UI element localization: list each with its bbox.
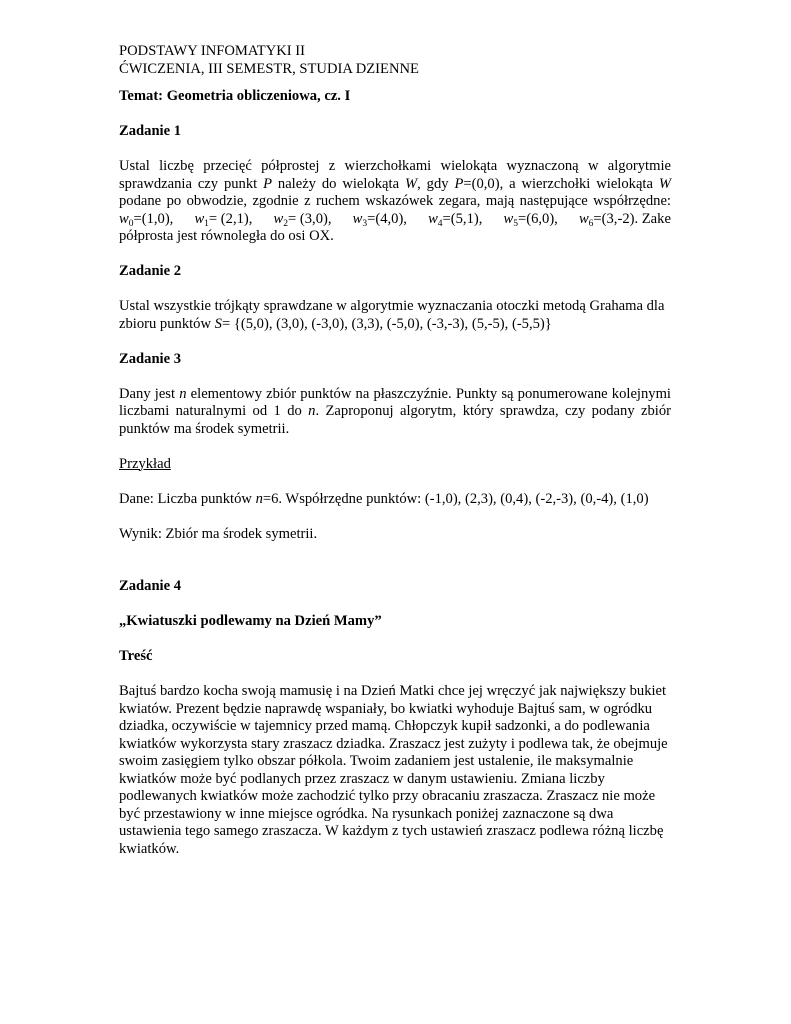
task1-line-1: Ustal liczbę przecięć półprostej z wierzchołkami wielokąta wyznaczoną w algorytmie xyxy=(119,158,671,174)
task1-line-2: sprawdzania czy punkt P należy do wielokąta W, gdy P=(0,0), a wierzchołki wielokąta W xyxy=(119,175,672,192)
task1-line-3: podane po obwodzie, zgodnie z ruchem wskazówek zegara, mają następujące współrzędne: xyxy=(119,193,671,209)
header-line-2: ĆWICZENIA, III SEMESTR, STUDIA DZIENNE xyxy=(119,60,419,77)
task4-line: kwiatów. Prezent będzie naprawdę wspaniały, bo kwiatki wyhoduje Bajtuś sam, w ogródku xyxy=(119,700,653,717)
vertex-w5: $w_5=(6,0)$, xyxy=(503,210,558,229)
topic-heading: Temat: Geometria obliczeniowa, cz. I xyxy=(119,88,351,104)
task3-line-3: punktów ma środek symetrii. xyxy=(119,420,290,437)
vertex-w2: $w_2= (3,0)$, xyxy=(273,210,332,229)
task1-body xyxy=(119,158,671,246)
header-line-1: PODSTAWY INFOMATYKI II xyxy=(119,43,306,59)
task3-line-2: liczbami naturalnymi od 1 do n. Zaproponuj algorytm, który sprawdza, czy podany zbiór xyxy=(119,403,671,419)
document-page xyxy=(119,43,671,858)
task1-title: Zadanie 1 xyxy=(119,123,182,139)
vertex-w6: $w_6=(3,-2)$. Zake xyxy=(578,210,671,229)
task2-line-2: zbioru punktów S= {(5,0), (3,0), (-3,0), (3,3), (-5,0), (-3,-3), (5,-5), (-5,5)} xyxy=(119,315,552,332)
task3-line-1: Dany jest n elementowy zbiór punktów na płaszczyźnie. Punkty są ponumerowane kolejnymi xyxy=(119,385,671,402)
task4-line: ustawienia tego samego zraszacza. W każdym z tych ustawień zraszacz podlewa różną liczbę xyxy=(119,823,664,839)
vertex-w0: $w_0=(1,0)$, xyxy=(119,210,174,229)
task4-line: kwiatków może być podlanych przez zraszacz w danym ustawieniu. Zmiana liczby xyxy=(119,770,605,787)
task4-content-heading: Treść xyxy=(119,648,153,664)
task4-line: dziadka, oczywiście w tajemnicy przed mamą. Chłopczyk kupił sadzonki, a do podlewania xyxy=(119,718,650,734)
task1-vertices-line xyxy=(119,211,671,229)
vertex-w4: $w_4=(5,1)$, xyxy=(428,210,483,229)
example-label: Przykład xyxy=(119,455,171,472)
task4-line: kwiatków wykorzysta stary zraszacz dziadka. Zraszacz jest zużyty i podlewa tak, że obejmuje xyxy=(119,735,668,752)
example-result: Wynik: Zbiór ma środek symetrii. xyxy=(119,525,318,542)
task3-title: Zadanie 3 xyxy=(119,350,182,367)
task4-line: Bajtuś bardzo kocha swoją mamusię i na Dzień Matki chce jej wręczyć jak największy bukiet xyxy=(119,683,667,699)
vertex-w1: $w_1= (2,1)$, xyxy=(194,210,253,229)
example-given: Dane: Liczba punktów n=6. Współrzędne punktów: (-1,0), (2,3), (0,4), (-2,-3), (0,-4), (1,0) xyxy=(119,490,649,507)
task4-content xyxy=(119,683,671,858)
vertex-w3: $w_3=(4,0)$, xyxy=(352,210,407,229)
task1-line-5: półprosta jest równoległa do osi OX. xyxy=(119,228,334,244)
task4-line: być przestawiony w inne miejsce ogródka. Na rysunkach poniżej zaznaczone są dwa xyxy=(119,805,614,822)
task4-title: Zadanie 4 xyxy=(119,578,182,594)
task4-line: kwiatków. xyxy=(119,840,180,857)
task2-line-1: Ustal wszystkie trójkąty sprawdzane w algorytmie wyznaczania otoczki metodą Grahama dla xyxy=(119,298,665,314)
task4-line: swoim zasięgiem tylko obszar półkola. Twoim zadaniem jest ustalenie, ile maksymalnie xyxy=(119,753,634,769)
task4-line: podlewanych kwiatków może zachodzić tylko przy obracaniu zraszacza. Zraszacz nie może xyxy=(119,788,656,804)
task2-title: Zadanie 2 xyxy=(119,263,182,279)
task4-subtitle: „Kwiatuszki podlewamy na Dzień Mamy” xyxy=(119,613,382,629)
